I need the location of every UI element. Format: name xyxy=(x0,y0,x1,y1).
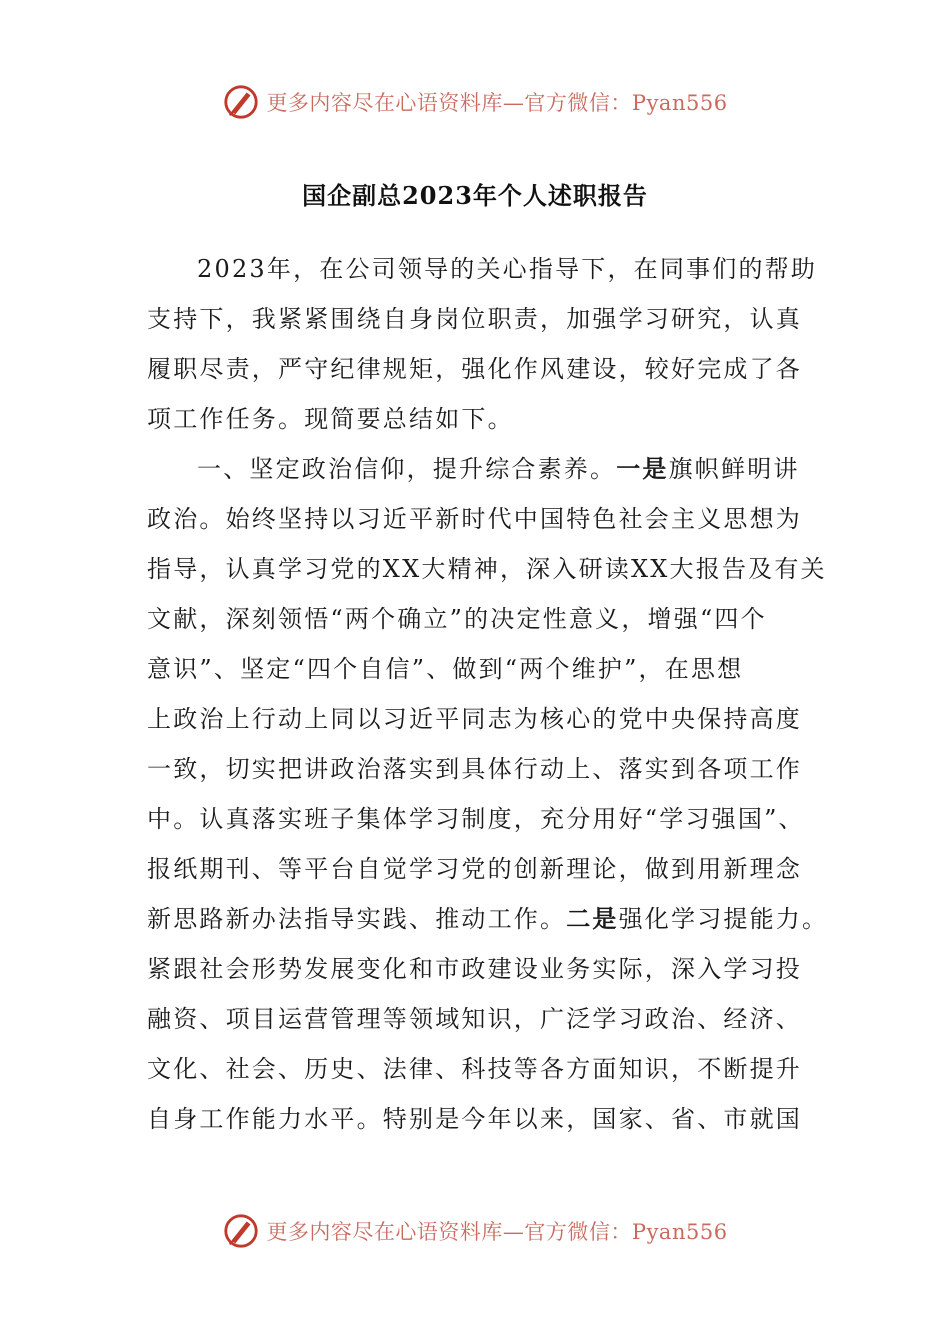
body-line: 支持下，我紧紧围绕自身岗位职责，加强学习研究，认真 xyxy=(147,305,802,333)
body-line: 意识”、坚定“四个自信”、做到“两个维护”，在思想 xyxy=(147,655,744,683)
body-line: 融资、项目运营管理等领域知识，广泛学习政治、经济、 xyxy=(147,1005,802,1033)
watermark-text: 更多内容尽在心语资料库—官方微信：Pyan556 xyxy=(266,1220,728,1244)
body-line: 新思路新办法指导实践、推动工作。二是强化学习提能力。 xyxy=(147,904,829,933)
body-line: 紧跟社会形势发展变化和市政建设业务实际，深入学习投 xyxy=(147,955,802,983)
document-title: 国企副总2023年个人述职报告 xyxy=(302,181,648,210)
body-line: 2023年，在公司领导的关心指导下，在同事们的帮助 xyxy=(197,255,818,283)
body-line: 政治。始终坚持以习近平新时代中国特色社会主义思想为 xyxy=(147,505,802,533)
pen-logo-icon xyxy=(222,1212,260,1250)
watermark-text: 更多内容尽在心语资料库—官方微信：Pyan556 xyxy=(266,91,728,115)
body-line: 项工作任务。现简要总结如下。 xyxy=(147,405,514,433)
body-line: 指导，认真学习党的XX大精神，深入研读XX大报告及有关 xyxy=(147,555,827,583)
body-line: 上政治上行动上同以习近平同志为核心的党中央保持高度 xyxy=(147,705,802,733)
document-body xyxy=(147,244,829,1144)
bold-marker: 一是 xyxy=(616,454,669,483)
pen-logo-icon xyxy=(222,83,260,121)
bold-marker: 二是 xyxy=(566,904,619,933)
body-line: 一、坚定政治信仰，提升综合素养。一是旗帜鲜明讲 xyxy=(197,454,800,483)
body-line: 报纸期刊、等平台自觉学习党的创新理论，做到用新理念 xyxy=(147,855,802,883)
body-line: 文化、社会、历史、法律、科技等各方面知识，不断提升 xyxy=(147,1055,802,1083)
watermark-banner-bottom xyxy=(0,1209,950,1253)
body-line: 自身工作能力水平。特别是今年以来，国家、省、市就国 xyxy=(147,1105,802,1133)
body-line: 文献，深刻领悟“两个确立”的决定性意义，增强“四个 xyxy=(147,605,767,633)
body-line: 履职尽责，严守纪律规矩，强化作风建设，较好完成了各 xyxy=(147,355,802,383)
watermark-banner-top xyxy=(0,80,950,124)
body-line: 中。认真落实班子集体学习制度，充分用好“学习强国”、 xyxy=(147,805,805,833)
body-line: 一致，切实把讲政治落实到具体行动上、落实到各项工作 xyxy=(147,755,802,783)
